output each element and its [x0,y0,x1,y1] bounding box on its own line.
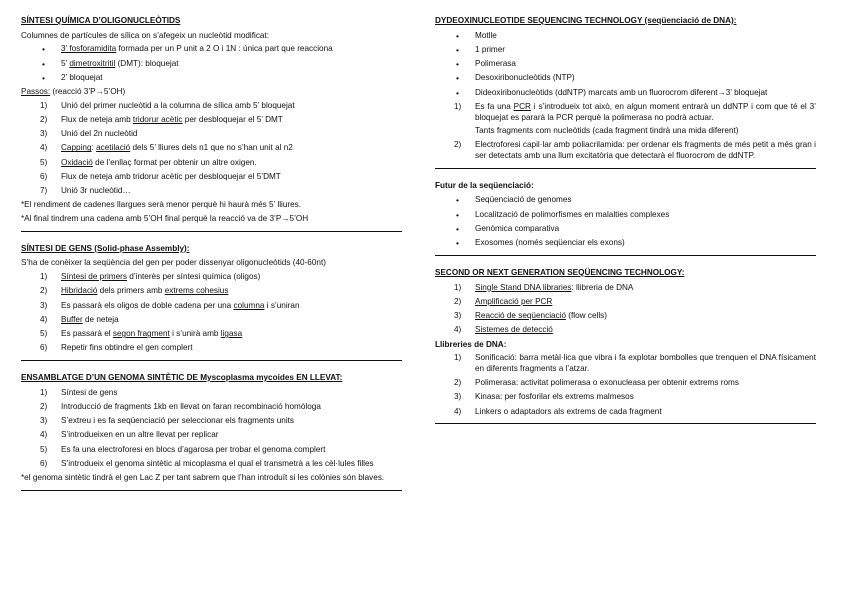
list-item: • Genòmica comparativa [435,224,816,235]
left-column [21,16,402,491]
list-item: • 2’ bloquejat [21,73,402,84]
list-item: • Seqüenciació de genomes [435,195,816,206]
section-divider [21,231,402,232]
section-title-genome-assembly: ENSAMBLATGE D’UN GENOMA SINTÈTIC DE Myscoplasma mycoides EN LLEVAT: [21,373,343,382]
list-item: • Dideoxiribonucleòtids (ddNTP) marcats amb un fluorocrom diferent→3’ bloquejat [435,88,816,99]
list-item: 6) S’introdueix el genoma sintètic al micoplasma el qual el transmetrà a les cèl·lules filles [40,458,374,468]
list-item: 6) Flux de neteja amb tridorur acètic per desbloquejar el 5’DMT [40,171,281,181]
list-item: 2) Hibridació dels primers amb extrems cohesius [40,286,229,296]
list-item: • Desoxiribonucleòtids (NTP) [435,73,816,84]
list-item: 2) Electroforesi capil·lar amb poliacrilamida: per ordenar els fragments de més petit a més gran i ser detectats amb una llum excitatòria que detectarà el fluorocrom de ddNTP. [454,140,816,161]
dideoxy-bullet-list [435,31,816,99]
list-item: • 5’ dimetroxitritil (DMT): bloquejat [21,59,402,70]
list-item: 1) Síntesi de gens [40,387,118,397]
dna-libraries-list [435,353,816,417]
list-item: 4) Buffer de neteja [40,314,119,324]
oligo-steps-list [21,101,402,197]
list-item: 4) S’introdueixen en un altre llevat per replicar [40,430,219,440]
dna-libraries-heading: Llibreries de DNA: [435,339,507,349]
section-title-oligo-synthesis: SÍNTESI QUÍMICA D’OLIGONUCLEÒTIDS [21,16,181,25]
list-item: 7) Unió 3r nucleòtid… [40,186,131,196]
list-item: 1) Es fa una PCR i s’introdueix tot això, en algun moment entrarà un ddNTP i com que té el 3’ bloquejat es pararà la PCR perquè la polimerasa no podrà actuar. Tants fragments com nucleòtids (cada fragment tindrà una mida diferent) [454,101,816,136]
list-item: • Motlle [435,31,816,42]
list-item: 4) Capping: acetilació dels 5’ lliures dels n1 que no s’han unit al n2 [40,143,293,153]
oligo-note-2: *Al final tindrem una cadena amb 5’OH final perquè la reacció va de 3’P→5’OH [21,214,309,224]
list-item: 3) S’extreu i es fa seqüenciació per seleccionar els fragments units [40,416,295,426]
list-item: 1) Single Stand DNA libraries: llibreria de DNA [454,282,634,292]
list-item: 1) Unió del primer nucleòtid a la columna de sílica amb 5’ bloquejat [40,100,295,110]
list-item: 3) Reacció de seqüenciació (flow cells) [454,311,607,320]
section-title-gene-synthesis: SÍNTESI DE GENS (Solid-phase Assembly): [21,243,190,253]
list-item: 4) Linkers o adaptadors als extrems de cada fragment [454,406,662,416]
section-divider [435,423,816,424]
list-item: 2) Introducció de fragments 1kb en llevat on faran recombinació homòloga [40,401,321,411]
list-item: 2) Amplificació per PCR [454,296,553,306]
list-item: • 3’ fosforamidita formada per un P unit a 2 O i 1N : única part que reacciona [21,44,402,55]
section-title-next-gen-sequencing: SECOND OR NEXT GENERATION SEQÜENCING TECHNOLOGY: [435,267,685,277]
list-item: 2) Polimerasa: activitat polimerasa o exonucleasa per obtenir extrems roms [454,378,739,388]
list-item: 5) Es passarà el segon fragment i s’unirà amb ligasa [40,329,243,339]
section-divider [435,168,816,169]
section-divider [21,360,402,361]
genome-steps-list [21,388,402,470]
right-column [435,16,816,436]
dideoxy-steps-list [435,102,816,162]
list-item: 2) Flux de neteja amb tridorur acètic per desbloquejar el 5’ DMT [40,114,283,124]
list-item: 5) Es fa una electroforesi en blocs d’agarosa per trobar el genoma complert [40,444,326,454]
oligo-intro: Columnes de partícules de sílica on s’afegeix un nucleòtid modificat: [21,30,270,40]
section-title-dideoxy-sequencing: DYDEOXINUCLEOTIDE SEQUENCING TECHNOLOGY (seqüenciació de DNA): [435,16,737,25]
list-item: • Localització de polimorfismes en malalties complexes [435,210,816,221]
fragments-note: Tants fragments com nucleòtids (cada fragment tindrà una mida diferent) [475,126,739,136]
section-divider [435,255,816,256]
gene-intro: S’ha de conèixer la seqüència del gen per poder dissenyar oligonucleòtids (40-60nt) [21,258,326,268]
genome-note: *el genoma sintètic tindrà el gen Lac Z per tant sabrem que l’han introduït si les colònies són blaves. [21,473,385,483]
list-item: • Polimerasa [435,59,816,70]
oligo-bullet-list [21,44,402,83]
list-item: • 1 primer [435,45,816,56]
list-item: 3) Kinasa: per fosforilar els extrems malmesos [454,392,634,402]
steps-heading: Passos: (reacció 3’P→5’OH) [21,87,126,97]
list-item: 1) Síntesi de primers d’interès per síntesi química (oligos) [40,272,261,282]
list-item: 1) Sonificació: barra metàl·lica que vibra i fa explotar bombolles que trenquen el DNA físicament en diferents fragments a l’atzar. [454,353,816,373]
gene-steps-list [21,272,402,354]
future-bullet-list [435,195,816,248]
list-item: 4) Sistemes de detecció [454,325,553,335]
section-divider [21,490,402,491]
ngs-steps-list [435,283,816,336]
list-item: 3) Unió del 2n nucleòtid [40,129,138,139]
list-item: 6) Repetir fins obtindre el gen complert [40,343,193,353]
section-title-sequencing-future: Futur de la seqüenciació: [435,180,534,190]
list-item: 5) Oxidació de l’enllaç format per obtenir un altre oxigen. [40,157,257,167]
oligo-note-1: *El rendiment de cadenes llargues serà menor perquè hi haurà més 5’ lliures. [21,200,302,210]
list-item: • Exosomes (només seqüenciar els exons) [435,238,816,249]
list-item: 3) Es passarà els oligos de doble cadena per una columna i s’uniran [40,300,300,310]
